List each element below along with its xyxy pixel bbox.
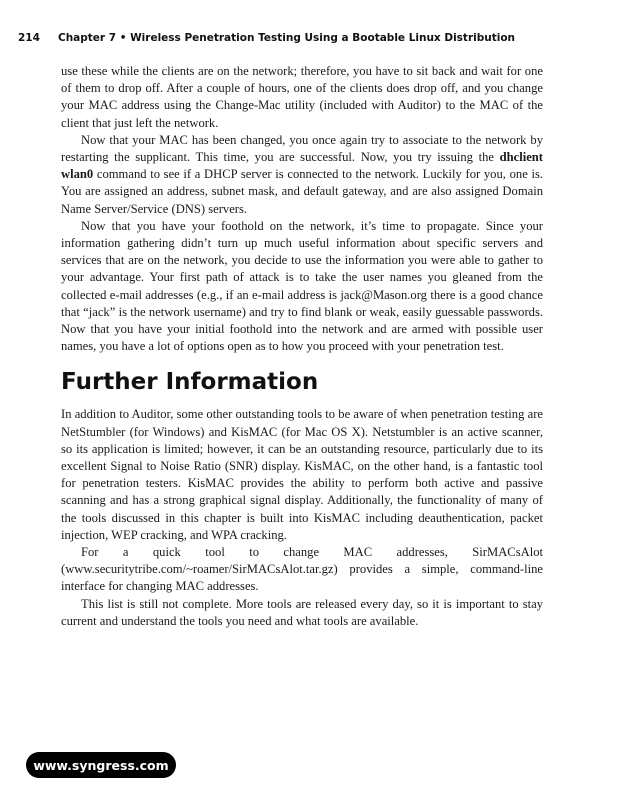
paragraph-dhclient-after: command to see if a DHCP server is connected to the network. Luckily for you, one is. You are assigned an address, subnet mask, and default gateway, and are also assigned Domain Name Server/Service (DNS) servers. (61, 167, 543, 216)
page-body (61, 63, 543, 630)
paragraph-propagate: Now that you have your foothold on the network, it’s time to propagate. Since your information gathering didn’t turn up much useful information about specific servers and services that are on the network, you decide to use the information you were able to gather to your advantage. Your first path of attack is to take the user names you gleaned from the collected e-mail addresses (e.g., if an e-mail address is jack@Mason.org there is a good chance that “jack” is the network username) and try to find blank or weak, easily guessable passwords. Now that you have your initial foothold into the network and are armed with possible user names, you have a lot of options open as to how you proceed with your penetration test. (61, 218, 543, 354)
paragraph-sirmacsalot: For a quick tool to change MAC addresses, SirMACsAlot (www.securitytribe.com/~roamer/SirMACsAlot.tar.gz) provides a simple, command-line interface for changing MAC addresses. (61, 545, 543, 594)
paragraph-continuation: use these while the clients are on the network; therefore, you have to sit back and wait for one of them to drop off. After a couple of hours, one of the clients does drop off, and you change your MAC address using the Change-Mac utility (included with Auditor) to the MAC of the client that just left the network. (61, 64, 543, 130)
section-heading: Further Information (61, 369, 319, 396)
paragraph-dhclient-before: Now that your MAC has been changed, you once again try to associate to the network by restarting the supplicant. This time, you are successful. Now, you try issuing the (61, 132, 543, 165)
paragraph-dhclient (61, 132, 543, 218)
paragraph-conclusion: This list is still not complete. More tools are released every day, so it is important to stay current and understand the tools you need and what tools are available. (61, 596, 543, 628)
paragraph-tools: In addition to Auditor, some other outstanding tools to be aware of when penetration testing are NetStumbler (for Windows) and KisMAC (for Mac OS X). Netstumbler is an active scanner, so its application is limited; however, it can be an outstanding resource, particularly due to its excellent Signal to Noise Ratio (SNR) display. KisMAC, on the other hand, is a fantastic tool for penetration testers. KisMAC provides the ability to perform both active and passive scanning and has a strong graphical signal display. Additionally, the functionality of many of the tools discussed in this chapter is built into KisMAC including deauthentication, packet injection, WEP cracking, and WPA cracking. (61, 407, 543, 542)
running-header (18, 32, 578, 44)
chapter-title: Chapter 7 • Wireless Penetration Testing Using a Bootable Linux Distribution (58, 32, 516, 44)
page-number: 214 (18, 32, 40, 44)
command-dhclient: dhclient wlan0 (61, 150, 543, 182)
publisher-url-badge[interactable]: www.syngress.com (26, 752, 176, 778)
